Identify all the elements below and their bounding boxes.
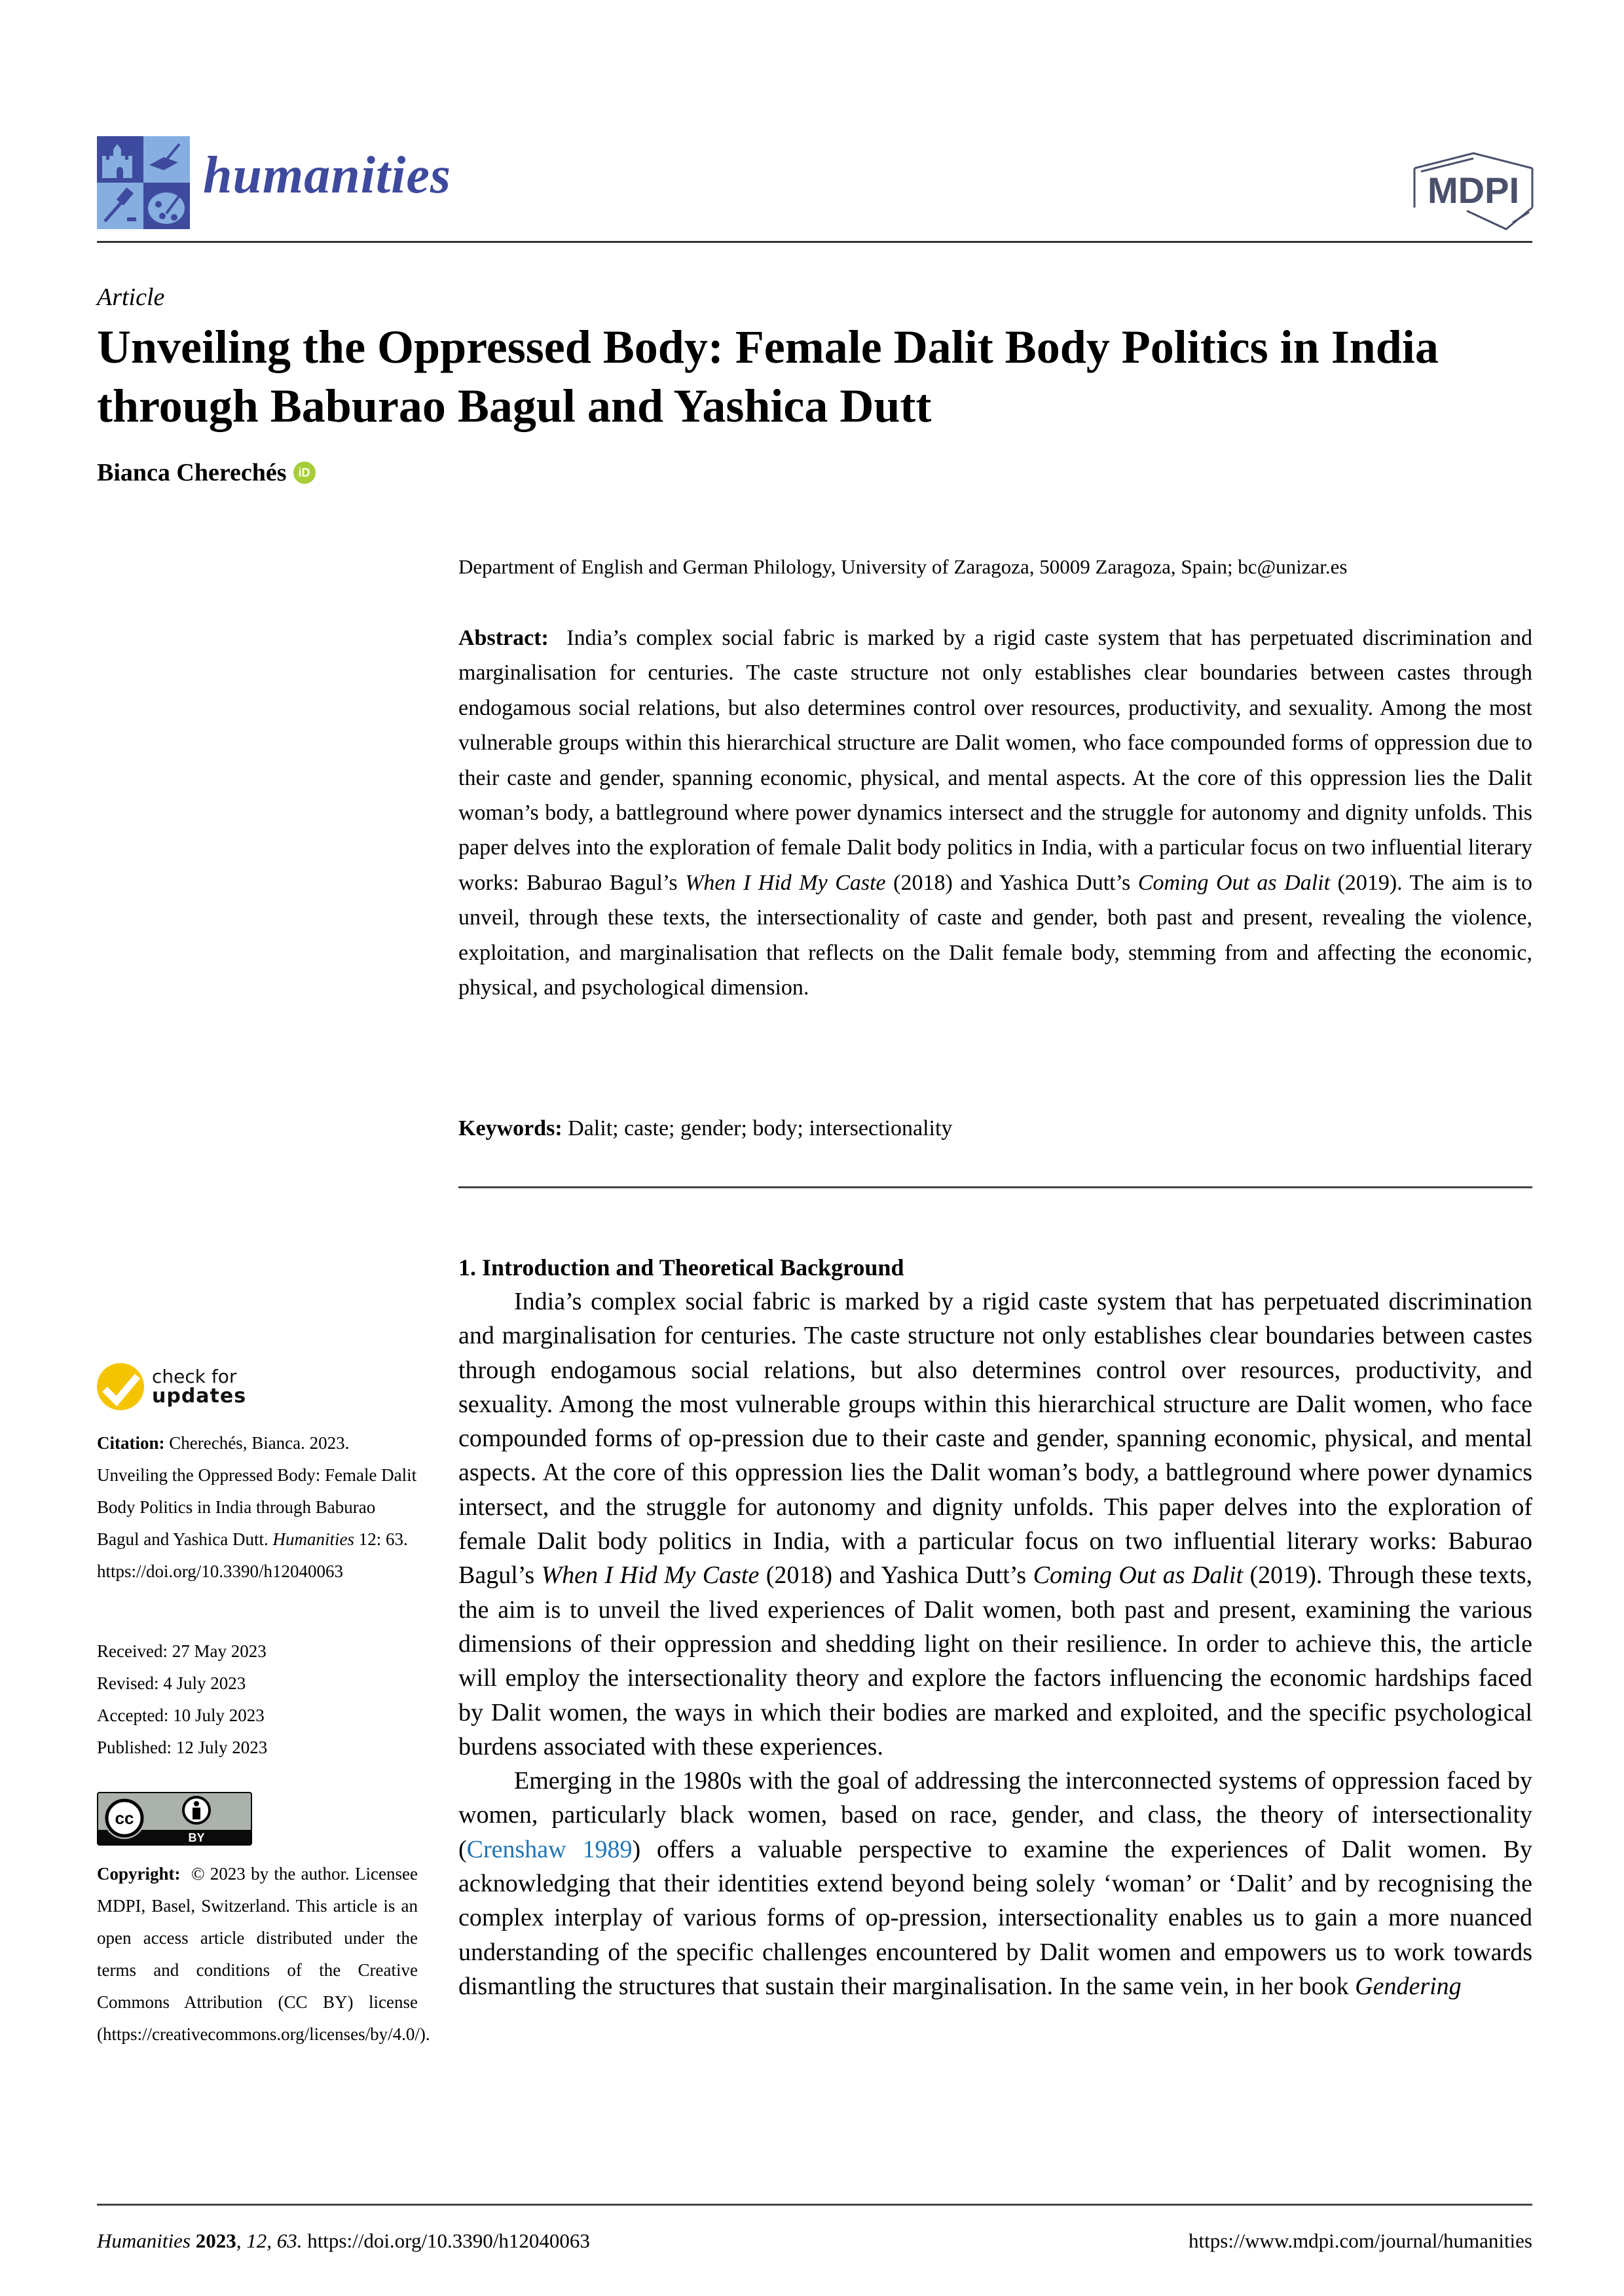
copyright-text: © 2023 by the author. Licensee MDPI, Basel, Switzerland. This article is an open access article distributed under the terms and conditions of the Creative Commons Attribution (CC BY) license (https://creativecommons.org/licenses/by/4.0/). [97, 1864, 430, 2044]
journal-logo-icon [97, 136, 190, 229]
by-label: BY [188, 1831, 205, 1844]
abstract [458, 621, 1532, 1005]
citation-label: Citation: [97, 1433, 165, 1453]
copyright [97, 1858, 430, 2050]
page-title: Unveiling the Oppressed Body: Female Dalit Body Politics in India through Baburao Bagul and Yashica Dutt [97, 321, 1439, 432]
section-heading: 1. Introduction and Theoretical Background [458, 1254, 904, 1281]
abstract-text: (2018) and Yashica Dutt’s [885, 870, 1138, 895]
footer-volume: , 12, 63. [236, 2229, 303, 2252]
abstract-label: Abstract: [458, 626, 549, 650]
keywords-label: Keywords: [458, 1116, 563, 1140]
footer-doi-link[interactable]: https://doi.org/10.3390/h12040063 [307, 2229, 590, 2252]
publication-dates [97, 1635, 418, 1764]
footer-year: 2023 [195, 2229, 236, 2252]
check-for-updates-button[interactable] [97, 1363, 246, 1410]
author-name: Bianca Cherechés [97, 459, 287, 486]
paragraph [458, 1285, 1532, 1764]
paragraph-text: ) offers a valuable perspective to examine the experiences of Dalit women. By acknowledging that their identities extend beyond being solely ‘woman’ or ‘Dalit’ and by recognising the complex interplay of various forms of op-pression, intersectionality enables us to gain a more nuanced understanding of the specific challenges encountered by Dalit women and empowers us to work towards dismantling the structures that sustain their marginalisation. In the same vein, in her book [458, 1835, 1532, 2000]
date-revised: Revised: 4 July 2023 [97, 1673, 246, 1693]
affiliation: Department of English and German Philology, University of Zaragoza, 50009 Zaragoza, Spain; bc@unizar.es [458, 555, 1348, 578]
citation-text: 12: 63. https://doi.org/10.3390/h12040063 [97, 1529, 408, 1581]
footer-journal: Humanities [97, 2229, 191, 2252]
date-received: Received: 27 May 2023 [97, 1641, 267, 1661]
check-updates-line2: updates [152, 1385, 247, 1408]
paragraph-text: (2019). Through these texts, the aim is to unveil the lived experiences of Dalit women, both past and present, examining the various dimensions of their oppression and shedding light on their resilience. In order to achieve this, the article will employ the intersectionality theory and explore the factors influencing the economic hardships faced by Dalit women, the ways in which their bodies are marked and exploited, and the specific psychological burdens associated with these experiences. [458, 1561, 1532, 1760]
paragraph-text: India’s complex social fabric is marked by a rigid caste system that has perpetuated discrimination and marginalisation for centuries. The caste structure not only establishes clear boundaries between castes through endogamous social relations, but also determines control over resources, productivity, and sexuality. Among the most vulnerable groups within this hierarchical structure are Dalit women, who face compounded forms of op-pression due to their caste and gender, spanning economic, physical, and mental aspects. At the core of this oppression lies the Dalit woman’s body, a battleground where power dynamics intersect, and the struggle for autonomy and dignity unfolds. This paper delves into the exploration of female Dalit body politics in India, with a particular focus on two influential literary works: Baburao Bagul’s [458, 1288, 1532, 1590]
citation-text: Cherechés, Bianca. 2023. Unveiling the Oppressed Body: Female Dalit Body Politics in India through Baburao Bagul and Yashica Dutt. [97, 1433, 417, 1549]
keywords-text: Dalit; caste; gender; body; intersectionality [568, 1116, 953, 1140]
check-updates-line1: check for [152, 1366, 237, 1387]
footer-journal-url[interactable]: https://www.mdpi.com/journal/humanities [1189, 2229, 1532, 2252]
orcid-icon[interactable]: iD [293, 462, 316, 484]
author [97, 458, 316, 487]
copyright-label: Copyright: [97, 1864, 181, 1884]
citation-journal: Humanities [272, 1529, 354, 1549]
citation [97, 1427, 418, 1588]
cc-icon: cc [115, 1808, 134, 1828]
book-title: When I Hid My Caste [685, 870, 886, 895]
abstract-divider [458, 1186, 1532, 1188]
cc-by-license-badge[interactable] [97, 1792, 252, 1846]
book-title: Coming Out as Dalit [1137, 870, 1331, 895]
abstract-text: India’s complex social fabric is marked by a rigid caste system that has perpetuated discrimination and marginalisation for centuries. The caste structure not only establishes clear boundaries between castes through endogamous social relations, but also determines control over resources, productivity, and sexuality. Among the most vulnerable groups within this hierarchical structure are Dalit women, who face compounded forms of oppression due to their caste and gender, spanning economic, physical, and mental aspects. At the core of this oppression lies the Dalit woman’s body, a battleground where power dynamics intersect and the struggle for autonomy and dignity unfolds. This paper delves into the exploration of female Dalit body politics in India, with a particular focus on two influential literary works: Baburao Bagul’s [458, 626, 1532, 895]
abstract-text: (2019). The aim is to unveil, through these texts, the intersectionality of caste and gender, both past and present, revealing the violence, exploitation, and marginalisation that reflects on the Dalit female body, stemming from and affecting the economic, physical, and psychological dimension. [458, 870, 1532, 1000]
mdpi-logo-text: MDPI [1428, 170, 1519, 211]
keywords [458, 1116, 1532, 1141]
article-type: Article [97, 283, 165, 311]
journal-name: humanities [203, 147, 452, 204]
paragraph-text: (2018) and Yashica Dutt’s [759, 1561, 1033, 1590]
date-published: Published: 12 July 2023 [97, 1738, 268, 1757]
citation-link[interactable]: Crenshaw 1989 [466, 1835, 633, 1863]
checkmark-icon [97, 1363, 144, 1410]
header-divider [97, 241, 1532, 243]
footer-citation [97, 2229, 590, 2253]
mdpi-logo [1408, 152, 1539, 230]
paragraph-text: Emerging in the 1980s with the goal of addressing the interconnected systems of oppression faced by women, particularly black women, based on race, gender, and class, the theory of intersectionality ( [458, 1767, 1532, 1863]
date-accepted: Accepted: 10 July 2023 [97, 1705, 265, 1725]
body-text [458, 1285, 1532, 2003]
book-title: Gendering [1355, 1972, 1462, 2000]
paragraph [458, 1764, 1532, 2003]
footer-divider [97, 2204, 1532, 2206]
book-title: Coming Out as Dalit [1033, 1561, 1244, 1590]
book-title: When I Hid My Caste [541, 1561, 760, 1590]
